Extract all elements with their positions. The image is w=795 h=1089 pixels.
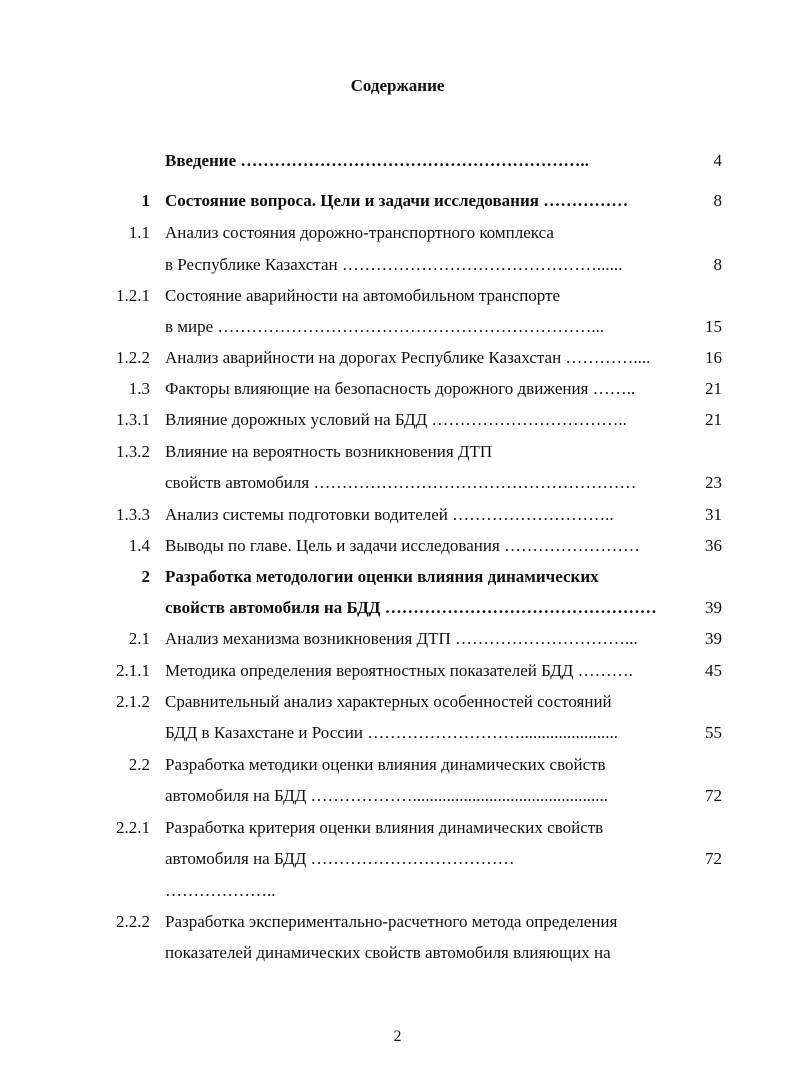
toc-entry-number: 1.3.1 xyxy=(116,410,150,429)
toc-entry-title: Влияние на вероятность возникновения ДТП xyxy=(165,442,493,461)
toc-entry-page: 72 xyxy=(705,786,722,805)
toc-entry-title-cont: свойств автомобиля ………………………………………………… xyxy=(165,473,637,492)
toc-entry-page: 8 xyxy=(713,255,722,274)
toc-entry-page: 4 xyxy=(713,151,722,170)
toc-entry-page: 16 xyxy=(705,348,722,367)
toc-entry-number: 1.1 xyxy=(128,223,150,242)
toc-entry-title: Состояние вопроса. Цели и задачи исследования …………… xyxy=(165,191,629,210)
toc-entry-page: 39 xyxy=(705,629,722,648)
toc-entry-number: 1.3.3 xyxy=(116,505,150,524)
toc-entry-page: 36 xyxy=(705,536,722,555)
toc-entry-page: 55 xyxy=(705,723,722,742)
toc-entry-title: Анализ системы подготовки водителей ……………………….. xyxy=(165,505,614,524)
toc-entry-number: 1 xyxy=(141,191,150,210)
toc-entry-page: 39 xyxy=(705,598,722,617)
toc-entry-number: 1.2.2 xyxy=(116,348,150,367)
toc-entry-title: Факторы влияющие на безопасность дорожного движения …….. xyxy=(165,379,636,398)
toc-entry-number: 2.2 xyxy=(128,755,150,774)
toc-entry-title: Анализ состояния дорожно-транспортного комплекса xyxy=(165,223,554,242)
toc-entry-title: Анализ механизма возникновения ДТП …………………………... xyxy=(165,629,638,648)
toc-entry-title-cont: автомобиля на БДД ……………….............................................. xyxy=(165,786,609,805)
toc-entry-title: Разработка критерия оценки влияния динамических свойств xyxy=(165,818,604,837)
page-title: Содержание xyxy=(350,76,445,95)
toc-entry-title: Введение …………………………………………………….. xyxy=(165,151,589,170)
toc-entry-title-cont: свойств автомобиля на БДД ………………………………………… xyxy=(165,598,657,617)
toc-entry-title: Разработка методики оценки влияния динамических свойств xyxy=(165,755,606,774)
toc-entry-title-cont: БДД в Казахстане и России ………………………....................... xyxy=(165,723,618,742)
toc-entry-number: 1.3.2 xyxy=(116,442,150,461)
page-number: 2 xyxy=(393,1028,402,1045)
toc-entry-dots-cont: ……………….. xyxy=(165,881,276,900)
toc-entry-title-cont: в Республике Казахстан ………………………………………...... xyxy=(165,255,623,274)
toc-entry-number: 2.2.1 xyxy=(116,818,150,837)
toc-entry-title: Влияние дорожных условий на БДД …………………………….. xyxy=(165,410,627,429)
toc-entry-page: 23 xyxy=(705,473,722,492)
toc-entry-title-cont: автомобиля на БДД ……………………………… xyxy=(165,849,515,868)
toc-entry-page: 8 xyxy=(713,191,722,210)
toc-entry-number: 2.1.1 xyxy=(116,661,150,680)
toc-entry-page: 21 xyxy=(705,410,722,429)
toc-entry-title-cont: показателей динамических свойств автомобиля влияющих на xyxy=(165,943,611,962)
toc-entry-number: 1.3 xyxy=(128,379,150,398)
toc-entry-title: Разработка методологии оценки влияния динамических xyxy=(165,567,599,586)
toc-entry-number: 2 xyxy=(141,567,150,586)
toc-entry-number: 1.4 xyxy=(128,536,150,555)
toc-entry-number: 1.2.1 xyxy=(116,286,150,305)
toc-entry-title: Анализ аварийности на дорогах Республике Казахстан ………….... xyxy=(165,348,651,367)
toc-entry-number: 2.1 xyxy=(128,629,150,648)
toc-entry-title: Методика определения вероятностных показателей БДД ………. xyxy=(165,661,633,680)
toc-entry-page: 45 xyxy=(705,661,722,680)
toc-entry-title-cont: в мире …………………………………………………………... xyxy=(165,317,605,336)
toc-entry-number: 2.1.2 xyxy=(116,692,150,711)
toc-entry-title: Сравнительный анализ характерных особенностей состояний xyxy=(165,692,612,711)
toc-entry-title: Разработка экспериментально-расчетного метода определения xyxy=(165,912,618,931)
toc-entry-title: Выводы по главе. Цель и задачи исследования …………………… xyxy=(165,536,641,555)
toc-entry-title: Состояние аварийности на автомобильном транспорте xyxy=(165,286,561,305)
toc-entry-page: 15 xyxy=(705,317,722,336)
toc-entry-page: 31 xyxy=(705,505,722,524)
toc-entry-number: 2.2.2 xyxy=(116,912,150,931)
toc-entry-page: 21 xyxy=(705,379,722,398)
toc-entry-page: 72 xyxy=(705,849,722,868)
